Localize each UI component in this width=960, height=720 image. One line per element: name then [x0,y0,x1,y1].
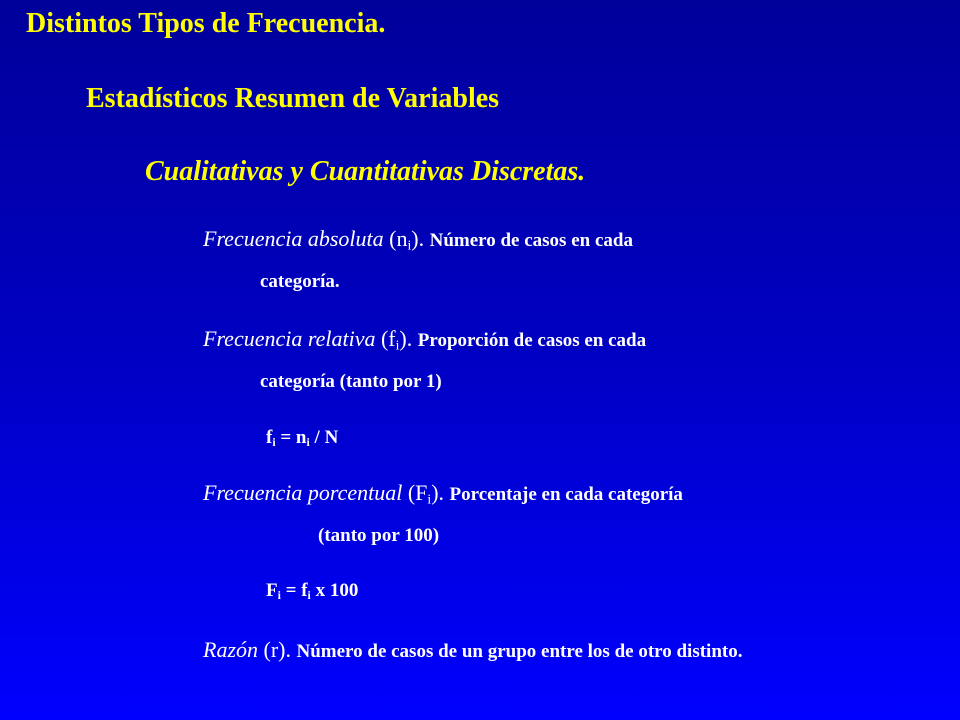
term-description: Proporción de casos en cada [417,330,647,351]
term-name: Frecuencia porcentual [203,480,403,505]
term-symbol: $(f_i)$. [380,326,413,353]
slide-title: Distintos Tipos de Frecuencia. [26,8,386,39]
relative-frequency-continuation: categoría (tanto por 1) [260,371,442,392]
term-symbol: (r). [263,637,291,662]
absolute-frequency-line [203,226,633,252]
section-heading: Cualitativas y Cuantitativas Discretas. [145,156,586,187]
term-description: Porcentaje en cada categoría [449,484,683,505]
relative-frequency-line [203,326,646,352]
term-name: Razón [203,637,258,662]
ratio-line [203,637,742,663]
percent-frequency-continuation: (tanto por 100) [318,525,440,546]
relative-frequency-formula: $f_i = n_i / N$ [266,427,339,449]
percent-frequency-formula: $F_i = f_i$ x 100 [266,580,359,602]
term-symbol: $(n_i)$. [389,226,425,253]
term-name: Frecuencia relativa [203,326,376,351]
slide-subtitle: Estadísticos Resumen de Variables [86,83,500,114]
term-description: Número de casos de un grupo entre los de otro distinto. [296,641,743,662]
term-symbol: $(F_i)$. [407,480,445,507]
term-description: Número de casos en cada [429,230,633,251]
absolute-frequency-continuation: categoría. [260,271,340,292]
term-name: Frecuencia absoluta [203,226,384,251]
percent-frequency-line [203,480,683,506]
